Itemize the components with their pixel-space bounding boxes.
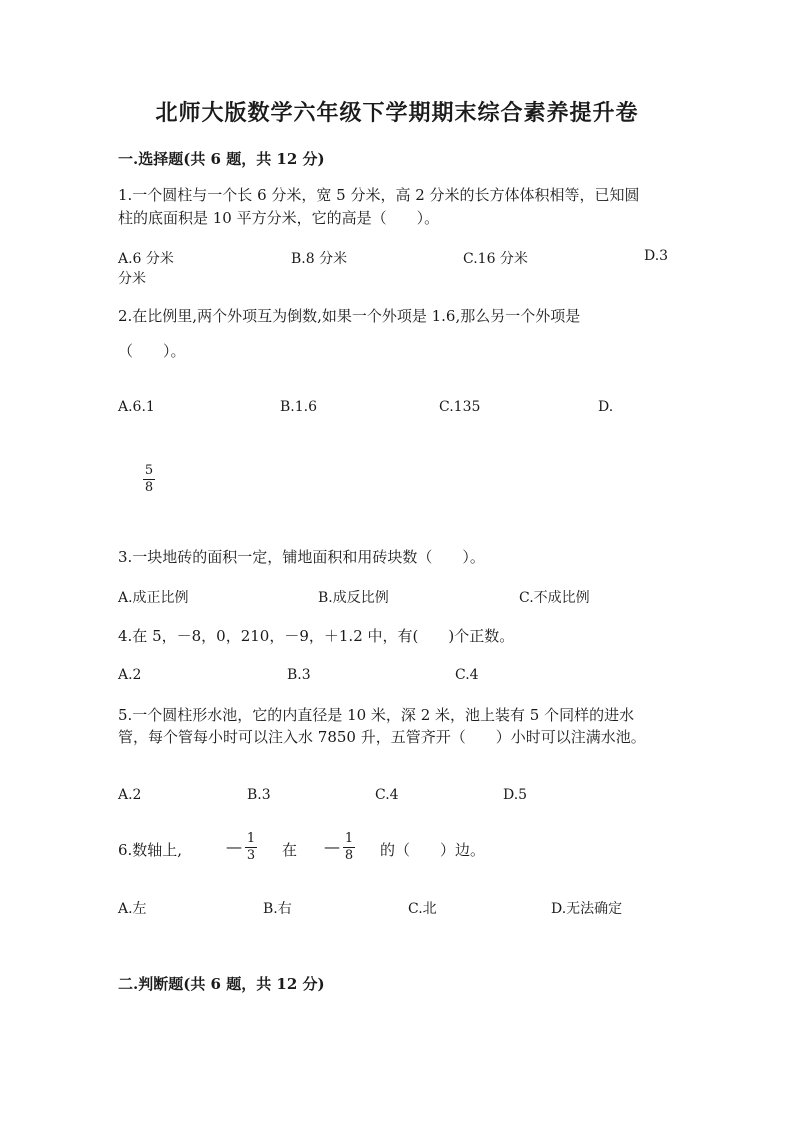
question-1-option-b: B.8 分米 [291, 251, 348, 267]
question-4-option-c: C.4 [455, 667, 479, 683]
question-6-prefix: 6.数轴上, [118, 841, 183, 859]
question-3-option-a: A.成正比例 [118, 590, 189, 606]
question-1-option-d: D.3 [644, 248, 669, 264]
question-6-option-c: C.北 [408, 901, 437, 917]
question-4-option-a: A.2 [118, 667, 142, 683]
question-2-option-d-fraction [143, 464, 155, 495]
question-2-line-1: 2.在比例里,两个外项互为倒数,如果一个外项是 1.6,那么另一个外项是 [118, 307, 581, 325]
question-6-option-b: B.右 [263, 901, 292, 917]
question-6-minus-2: — [324, 837, 340, 856]
question-2-option-a: A.6.1 [118, 399, 155, 415]
fraction-numerator: 1 [344, 831, 354, 846]
section-heading-choice: 一.选择题(共 6 题，共 12 分) [118, 150, 325, 168]
question-1-option-a: A.6 分米 [118, 251, 174, 267]
question-4-line-1: 4.在 5，－8，0，210，－9，＋1.2 中，有( )个正数。 [118, 627, 515, 645]
section-heading-judgement: 二.判断题(共 6 题，共 12 分) [118, 975, 325, 993]
question-1-line-1: 1.一个圆柱与一个长 6 分米，宽 5 分米，高 2 分米的长方体体积相等，已知圆 [118, 186, 640, 204]
question-5-option-b: B.3 [247, 787, 271, 803]
question-6-minus-1: — [226, 837, 242, 856]
question-2-option-d: D. [598, 399, 614, 415]
question-5-line-1: 5.一个圆柱形水池，它的内直径是 10 米，深 2 米，池上装有 5 个同样的进水 [118, 706, 635, 724]
question-1-option-d-wrap: 分米 [118, 271, 146, 287]
question-6-option-a: A.左 [118, 901, 147, 917]
question-1-line-2: 柱的底面积是 10 平方分米，它的高是（ ）。 [118, 209, 440, 227]
fraction-denominator: 8 [344, 848, 354, 863]
fraction-denominator: 3 [246, 848, 256, 863]
page-title: 北师大版数学六年级下学期期末综合素养提升卷 [155, 100, 639, 126]
question-2-option-b: B.1.6 [280, 399, 318, 415]
question-3-line-1: 3.一块地砖的面积一定，铺地面积和用砖块数（ ）。 [118, 548, 485, 566]
question-6-fraction-1 [245, 832, 257, 863]
question-5-option-d: D.5 [503, 787, 528, 803]
fraction-numerator: 5 [144, 463, 154, 478]
question-6-fraction-2 [343, 832, 355, 863]
question-3-option-c: C.不成比例 [519, 590, 590, 606]
question-4-option-b: B.3 [287, 667, 311, 683]
question-2-line-2: （ ）。 [118, 342, 186, 360]
question-5-option-a: A.2 [118, 787, 142, 803]
question-5-line-2: 管，每个管每小时可以注入水 7850 升，五管齐开（ ）小时可以注满水池。 [118, 728, 646, 746]
question-5-option-c: C.4 [375, 787, 399, 803]
question-2-option-c: C.135 [439, 399, 481, 415]
fraction-numerator: 1 [246, 831, 256, 846]
question-1-option-c: C.16 分米 [463, 251, 528, 267]
question-3-option-b: B.成反比例 [318, 590, 389, 606]
question-6-option-d: D.无法确定 [551, 901, 623, 917]
question-6-suffix: 的（ ）边。 [380, 841, 486, 859]
fraction-denominator: 8 [144, 480, 154, 495]
question-6-middle: 在 [282, 841, 298, 859]
